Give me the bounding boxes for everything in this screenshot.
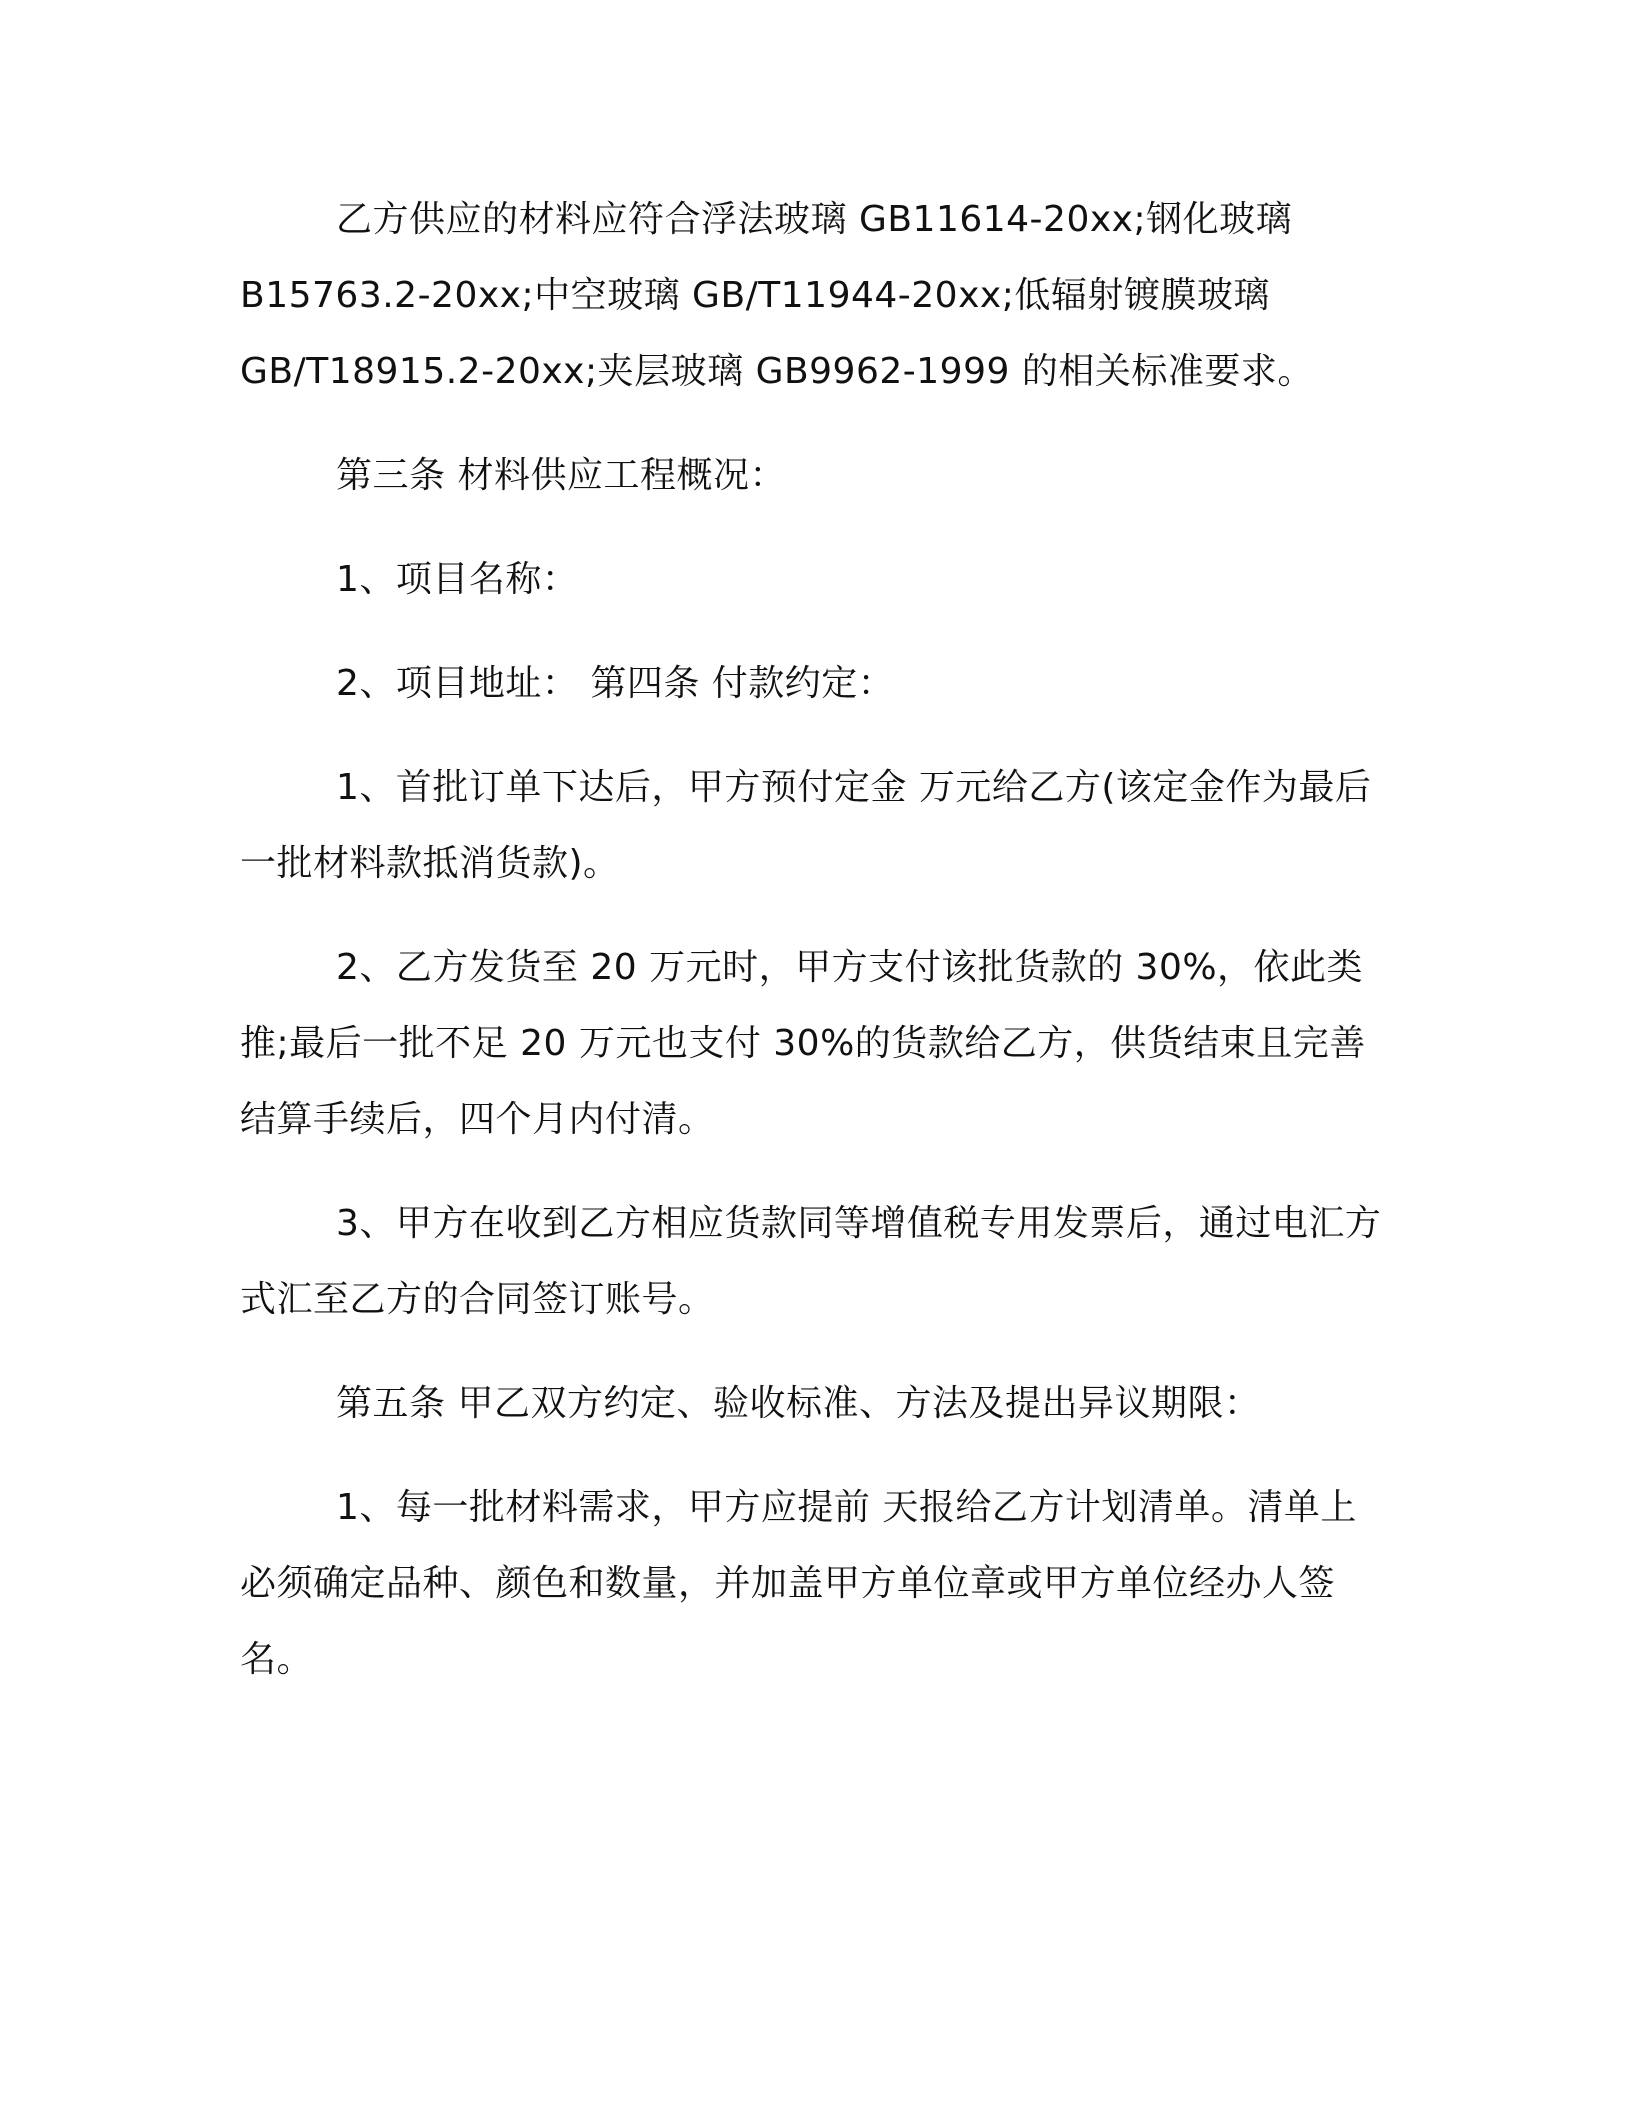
paragraph-material-standards: 乙方供应的材料应符合浮法玻璃 GB11614-20xx;钢化玻璃 B15763.2-20xx;中空玻璃 GB/T11944-20xx;低辐射镀膜玻璃 GB/T18915.2-20xx;夹层玻璃 GB9962-1999 的相关标准要求。 (240, 199, 1314, 392)
paragraph-payment-method: 3、甲方在收到乙方相应货款同等增值税专用发票后，通过电汇方式汇至乙方的合同签订账号。 (240, 1203, 1382, 1320)
paragraph-project-name: 1、项目名称： (336, 559, 579, 600)
paragraph-payment-installments: 2、乙方发货至 20 万元时，甲方支付该批货款的 30%，依此类推;最后一批不足 20 万元也支付 30%的货款给乙方，供货结束且完善结算手续后，四个月内付清。 (240, 947, 1366, 1140)
paragraph-payment-deposit: 1、首批订单下达后，甲方预付定金 万元给乙方(该定金作为最后一批材料款抵消货款)。 (240, 767, 1372, 884)
paragraph-project-address: 2、项目地址： 第四条 付款约定： (336, 663, 895, 704)
paragraph-material-request: 1、每一批材料需求，甲方应提前 天报给乙方计划清单。清单上必须确定品种、颜色和数量，并加盖甲方单位章或甲方单位经办人签名。 (240, 1487, 1357, 1680)
paragraph-article-five-heading: 第五条 甲乙双方约定、验收标准、方法及提出异议期限： (336, 1383, 1261, 1424)
document-body (240, 182, 1390, 1698)
paragraph-article-three-heading: 第三条 材料供应工程概况： (336, 455, 786, 496)
